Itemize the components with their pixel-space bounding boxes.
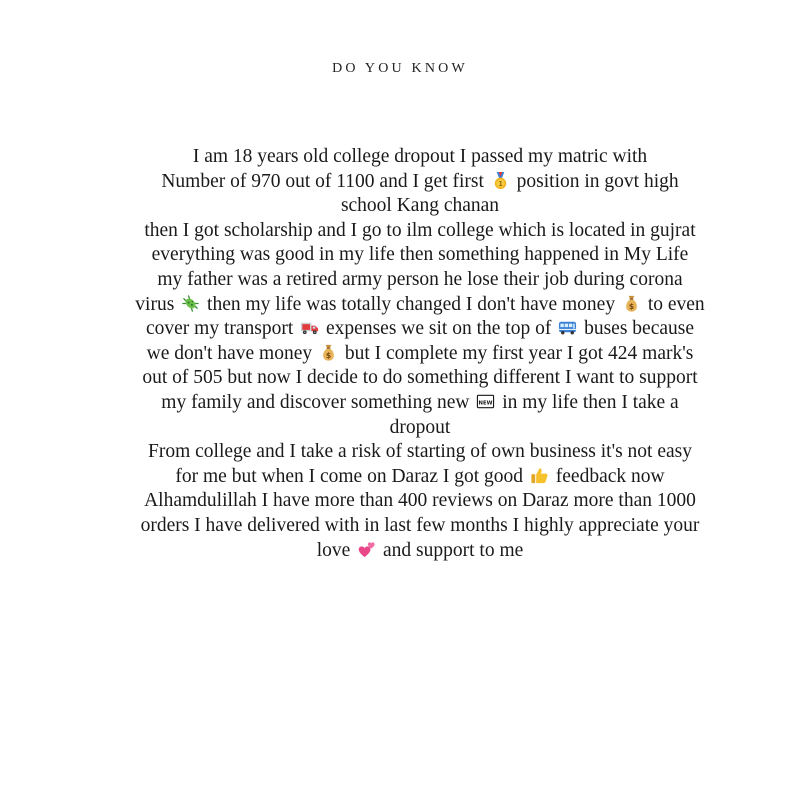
two-hearts-icon [357,540,376,559]
text-segment: Number of 970 out of 1100 and I get first [161,170,489,192]
text-line [95,170,745,195]
text-segment: feedback now [550,465,665,487]
text-segment: school Kang chanan [340,195,500,217]
text-segment: and support to me [378,539,524,561]
thumbs-up-icon [530,466,549,485]
text-segment: we don't have money [146,342,317,364]
story-paragraph [95,145,745,563]
text-segment: virus [135,293,180,315]
text-line [95,243,745,268]
microbe-icon [181,294,200,313]
text-line [95,317,745,342]
bus-icon [558,318,577,337]
text-segment: but I complete my first year I got 424 mark's [339,342,694,364]
svg-text:1: 1 [497,179,503,188]
text-segment: I am 18 years old college dropout I passed my matric with [192,146,648,167]
text-segment: to even [642,293,705,315]
text-segment: for me but when I come on Daraz I got good [175,465,528,487]
text-segment: buses because [579,318,694,340]
text-line [95,489,745,514]
text-line [95,416,745,441]
svg-text:$: $ [628,301,635,311]
text-line [95,293,745,318]
text-segment: then I got scholarship and I go to ilm college which is located in gujrat [144,219,696,241]
text-line [95,391,745,416]
text-segment: From college and I take a risk of starting of own business it's not easy [148,441,692,463]
text-segment: my family and discover something new [161,391,475,413]
text-line [95,342,745,367]
text-line [95,366,745,391]
text-segment: in my life then I take a [497,391,679,413]
delivery-truck-icon [300,318,319,337]
text-segment: Alhamdulillah I have more than 400 reviews on Daraz more than 1000 [144,490,696,512]
text-segment: love [316,539,356,561]
text-segment: my father was a retired army person he lose their job during corona [157,268,683,290]
text-line [95,219,745,244]
text-segment: out of 505 but now I decide to do something different I want to support [142,367,698,389]
money-bag-icon [622,294,641,313]
text-line [95,145,745,170]
first-place-medal-icon [491,171,510,190]
text-line [95,539,745,564]
text-segment: position in govt high [511,170,679,192]
text-segment: orders I have delivered with in last few months I highly appreciate your [140,514,700,536]
text-segment: dropout [389,416,451,438]
money-bag-icon [319,343,338,362]
svg-text:$: $ [325,350,332,360]
text-line [95,268,745,293]
text-line [95,194,745,219]
text-segment: then my life was totally changed I don't have money [202,293,620,315]
text-line [95,465,745,490]
svg-text:NEW: NEW [478,400,493,407]
text-segment: expenses we sit on the top of [321,318,557,340]
new-button-icon [476,392,495,411]
text-segment: everything was good in my life then something happened in My Life [151,244,689,266]
page-heading: DO YOU KNOW [332,61,468,76]
text-line [95,514,745,539]
text-segment: cover my transport [145,318,299,340]
text-line [95,440,745,465]
